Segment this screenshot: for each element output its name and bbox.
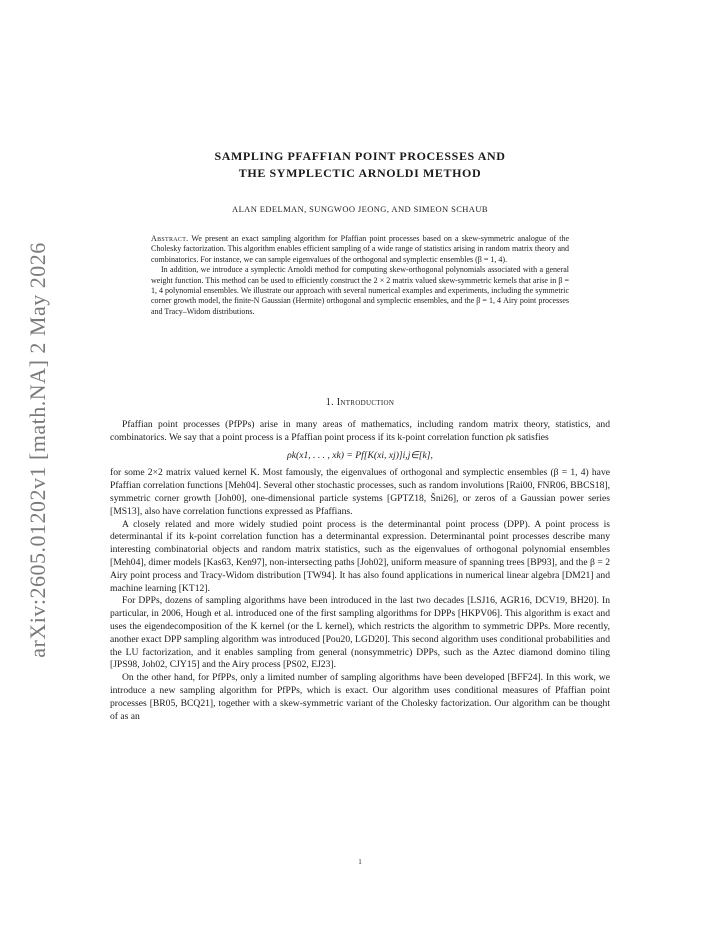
abstract	[151, 234, 569, 317]
section-heading	[110, 397, 610, 408]
abstract-paragraph-2: In addition, we introduce a symplectic Arnoldi method for computing skew-orthogonal polynomials associated with a general weight function. This method can be used to efficiently construct the 2 × 2 matrix valued skew-symmetric kernels that arise in β = 1, 4 polynomial ensembles. We illustrate our approach with several numerical examples and experiments, including the symmetric corner growth model, the finite-N Gaussian (Hermite) orthogonal and symplectic ensembles, and the β = 1, 4 Airy point processes and Tracy–Widom distributions.	[151, 265, 569, 316]
abstract-paragraph-1	[151, 234, 569, 265]
section-number: 1.	[325, 397, 334, 408]
arxiv-identifier: arXiv:2605.01202v1 [math.NA] 2 May 2026	[25, 242, 50, 658]
paragraph-2: A closely related and more widely studied point process is the determinantal point process (DPP). A point process is determinantal if its k-point correlation function has a determinantal expression. Determinantal point processes describe many interesting combinatorial objects and random matrix statistics, such as the eigenvalues of orthogonal polynomial ensembles [Meh04], dimer models [Kas63, Ken97], non-intersecting paths [Joh02], uniform measure of spanning trees [BP93], and the β = 2 Airy point process and Tracy-Widom distribution [TW94]. It has also found applications in numerical linear algebra [DM21] and machine learning [KT12].	[110, 518, 610, 594]
paper-title	[110, 148, 610, 182]
title-line-2: THE SYMPLECTIC ARNOLDI METHOD	[238, 166, 482, 180]
page-number: 1	[358, 858, 362, 866]
body-text	[110, 419, 610, 723]
section-title: Introduction	[336, 397, 395, 408]
correlation-equation: ρk(x1, . . . , xk) = Pf[K(xi, xj)]i,j∈[k],	[287, 449, 433, 461]
title-line-1: SAMPLING PFAFFIAN POINT PROCESSES AND	[214, 149, 506, 163]
paragraph-3: For DPPs, dozens of sampling algorithms have been introduced in the last two decades [LSJ16, AGR16, DCV19, BH20]. In particular, in 2006, Hough et al. introduced one of the first sampling algorithms for DPPs [HKPV06]. This algorithm is exact and uses the eigendecomposition of the K kernel (or the L kernel), which restricts the algorithm to symmetric DPPs. More recently, another exact DPP sampling algorithm was introduced [Pou20, LGD20]. This second algorithm uses conditional probabilities and the LU factorization, and it enables sampling from general (nonsymmetric) DPPs, such as the Aztec diamond domino tiling [JPS98, Joh02, CJY15] and the Airy process [PS02, EJ23].	[110, 595, 610, 671]
paragraph-4: On the other hand, for PfPPs, only a limited number of sampling algorithms have been developed [BFF24]. In this work, we introduce a new sampling algorithm for PfPPs, which is exact. Our algorithm uses conditional measures of Pfaffian point processes [BR05, BCQ21], together with a skew-symmetric variant of the Cholesky factorization. Our algorithm can be thought of as an	[110, 672, 610, 722]
arxiv-identifier-sidebar	[16, 240, 60, 660]
paragraph-1-intro: Pfaffian point processes (PfPPs) arise in many areas of mathematics, including random matrix theory, statistics, and combinatorics. We say that a point process is a Pfaffian point process if its k-point correlation function ρk satisfies	[110, 419, 610, 443]
abstract-text-1: We present an exact sampling algorithm for Pfaffian point processes based on a skew-symmetric analogue of the Cholesky factorization. This algorithm enables efficient sampling of a wide range of statistics arising in random matrix theory and combinatorics. For instance, we can sample eigenvalues of the orthogonal and symplectic ensembles (β = 1, 4).	[151, 234, 569, 264]
abstract-label: Abstract.	[151, 234, 189, 243]
paragraph-1-continued: for some 2×2 matrix valued kernel K. Most famously, the eigenvalues of orthogonal and symplectic ensembles (β = 1, 4) have Pfaffian correlation functions [Meh04]. Several other stochastic processes, such as random involutions [Rai00, FNR06, BBCS18], symmetric corner growth [Joh00], one-dimensional particle systems [GPTZ18, Šni26], or zeros of a Gaussian power series [MS13], also have correlation functions expressed as Pfaffians.	[110, 467, 610, 517]
author-list: ALAN EDELMAN, SUNGWOO JEONG, AND SIMEON SCHAUB	[232, 204, 488, 214]
